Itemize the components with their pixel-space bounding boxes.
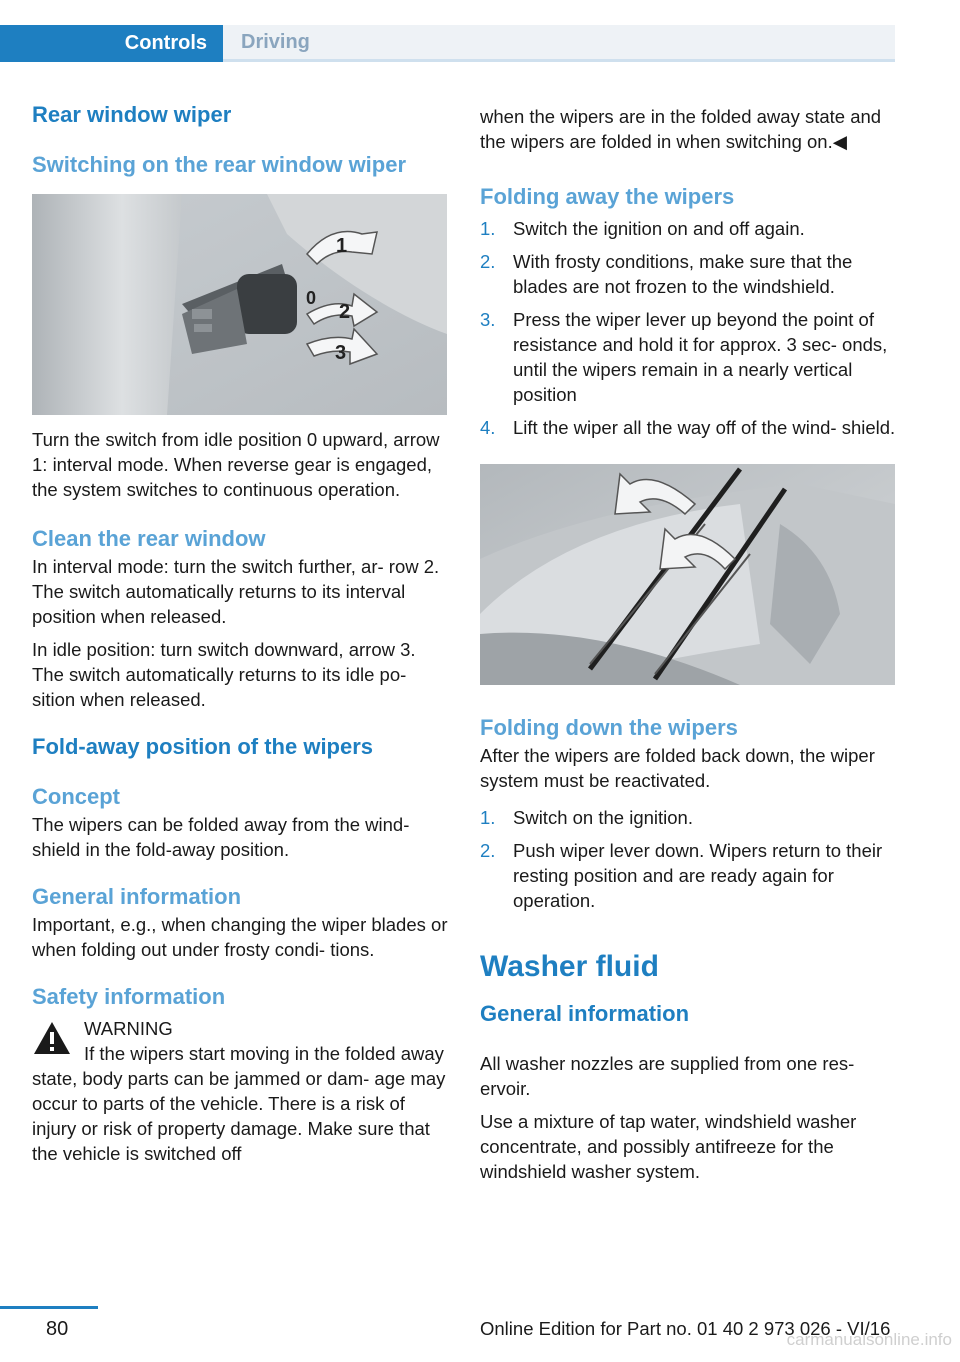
paragraph-general-information: Important, e.g., when changing the wiper blades or when folding out under frosty condi‐ tions.: [32, 914, 448, 960]
paragraph-idle-position: In idle position: turn switch downward, arrow 3. The switch automatically returns to its idle po‐ sition when released.: [32, 639, 416, 710]
arrow-label-1: 1: [336, 235, 348, 257]
list-item: 2. Push wiper lever down. Wipers return to their resting position and are ready again for operation.: [480, 840, 883, 911]
online-edition-note: Online Edition for Part no. 01 40 2 973 026 - VI/16: [480, 1318, 891, 1339]
paragraph-warning: If the wipers start moving in the folded away state, body parts can be jammed or dam‐ age may occur to parts of the vehicle. There is a risk of injury or risk of property damage. Make sure that the vehicle is switched off: [32, 1043, 446, 1164]
tab-driving[interactable]: Driving: [223, 25, 895, 62]
arrow-label-2: 2: [339, 301, 351, 323]
right-column: [480, 104, 898, 1184]
position-label-0: 0: [306, 288, 317, 308]
list-item: 1. Switch on the ignition.: [480, 807, 693, 828]
steps-folding-away: [480, 216, 898, 440]
arrow-label-3: 3: [335, 342, 347, 364]
watermark: carmanualsonline.info: [786, 1330, 952, 1349]
list-item: 2. With frosty conditions, make sure that the blades are not frozen to the windshield.: [480, 251, 853, 297]
page-number: 80: [46, 1318, 69, 1340]
paragraph-washer-reservoir: All washer nozzles are supplied from one res‐ ervoir.: [480, 1053, 855, 1099]
list-item: 4. Lift the wiper all the way off of the wind‐ shield.: [480, 417, 896, 438]
paragraph-folding-down: After the wipers are folded back down, the wiper system must be reactivated.: [480, 745, 875, 791]
list-item: 1. Switch the ignition on and off again.: [480, 218, 805, 239]
heading-folding-down: Folding down the wipers: [480, 715, 738, 740]
heading-concept: Concept: [32, 784, 120, 809]
paragraph-concept: The wipers can be folded away from the wind‐ shield in the fold-away position.: [32, 814, 410, 860]
paragraph-continued: when the wipers are in the folded away state and the wipers are folded in when switching on.◀: [480, 106, 882, 152]
heading-rear-window-wiper: Rear window wiper: [32, 102, 232, 127]
rear-wiper-switch-figure: [32, 194, 447, 415]
paragraph-washer-mixture: Use a mixture of tap water, windshield washer concentrate, and possibly antifreeze for the windshield washer system.: [480, 1111, 857, 1182]
heading-folding-away: Folding away the wipers: [480, 184, 735, 209]
heading-safety-information: Safety information: [32, 984, 226, 1009]
chapter-tabs: [0, 0, 895, 62]
heading-washer-fluid: Washer fluid: [480, 950, 659, 983]
rear-wiper-switch-illustration: [32, 194, 447, 415]
folded-wipers-figure: [480, 464, 895, 685]
footer-rule: [0, 1306, 98, 1309]
heading-switching-on: Switching on the rear window wiper: [32, 152, 407, 177]
list-item: 3. Press the wiper lever up beyond the point of resistance and hold it for approx. 3 sec‐ onds, until the wipers remain in a nearly vertical position: [480, 309, 888, 405]
heading-clean-rear-window: Clean the rear window: [32, 526, 266, 551]
steps-folding-down: [480, 805, 898, 913]
tab-controls[interactable]: Controls: [0, 25, 223, 62]
heading-general-information: General information: [32, 884, 242, 909]
folded-wipers-illustration: [480, 464, 895, 685]
warning-triangle-icon: [32, 1020, 72, 1056]
left-column: [32, 100, 450, 1166]
paragraph-turn-switch: Turn the switch from idle position 0 upward, arrow 1: interval mode. When reverse gear is engaged, the system switches to continuous operation.: [32, 429, 440, 500]
heading-fold-away-position: Fold-away position of the wipers: [32, 734, 374, 759]
warning-block: [32, 1016, 450, 1041]
paragraph-interval-mode: In interval mode: turn the switch further, ar‐ row 2. The switch automatically returns to its interval position when released.: [32, 556, 440, 627]
heading-washer-general-information: General information: [480, 1001, 690, 1026]
warning-label: WARNING: [84, 1018, 173, 1039]
